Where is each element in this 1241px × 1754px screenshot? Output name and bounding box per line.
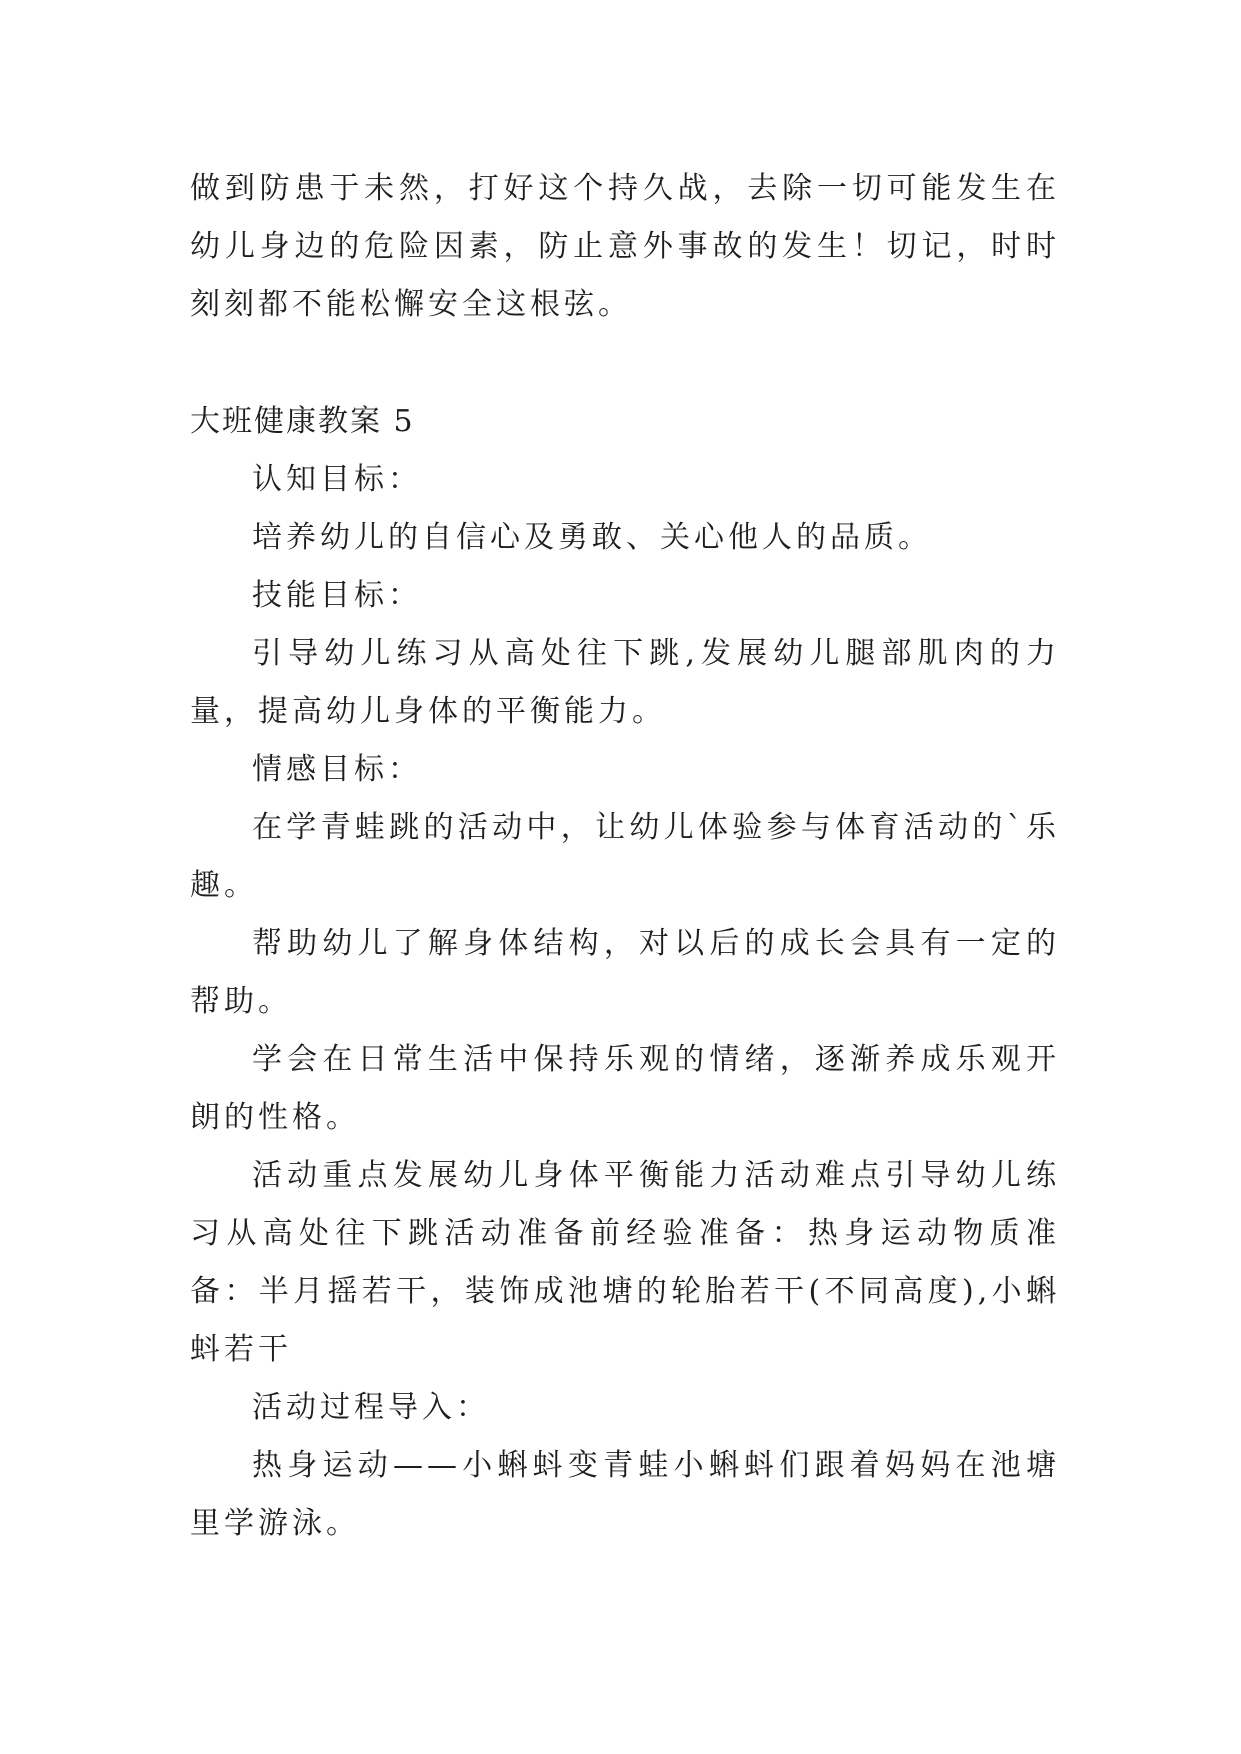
body-structure-paragraph: 帮助幼儿了解身体结构，对以后的成长会具有一定的帮助。	[190, 926, 1060, 1019]
emotion-goal-text: 在学青蛙跳的活动中，让幼儿体验参与体育活动的`乐趣。	[190, 810, 1060, 903]
cognitive-goal-text: 培养幼儿的自信心及勇敢、关心他人的品质。	[252, 520, 932, 555]
intro-paragraph: 做到防患于未然，打好这个持久战，去除一切可能发生在幼儿身边的危险因素，防止意外事故的发生！切记，时时刻刻都不能松懈安全这根弦。	[190, 171, 1060, 322]
optimism-paragraph: 学会在日常生活中保持乐观的情绪，逐渐养成乐观开朗的性格。	[190, 1042, 1060, 1135]
warmup-paragraph: 热身运动——小蝌蚪变青蛙小蝌蚪们跟着妈妈在池塘里学游泳。	[190, 1448, 1060, 1541]
activity-process-label: 活动过程导入：	[252, 1390, 490, 1425]
cognitive-goal-label: 认知目标：	[252, 462, 422, 497]
section-heading: 大班健康教案 5	[190, 404, 415, 439]
activity-focus-paragraph: 活动重点发展幼儿身体平衡能力活动难点引导幼儿练习从高处往下跳活动准备前经验准备：热身运动物质准备：半月摇若干，装饰成池塘的轮胎若干(不同高度),小蝌蚪若干	[190, 1158, 1060, 1367]
lesson-plan-section	[190, 393, 1060, 1553]
intro-block	[190, 160, 1060, 334]
skill-goal-text: 引导幼儿练习从高处往下跳,发展幼儿腿部肌肉的力量，提高幼儿身体的平衡能力。	[190, 636, 1060, 729]
emotion-goal-label: 情感目标：	[252, 752, 422, 787]
skill-goal-label: 技能目标：	[252, 578, 422, 613]
